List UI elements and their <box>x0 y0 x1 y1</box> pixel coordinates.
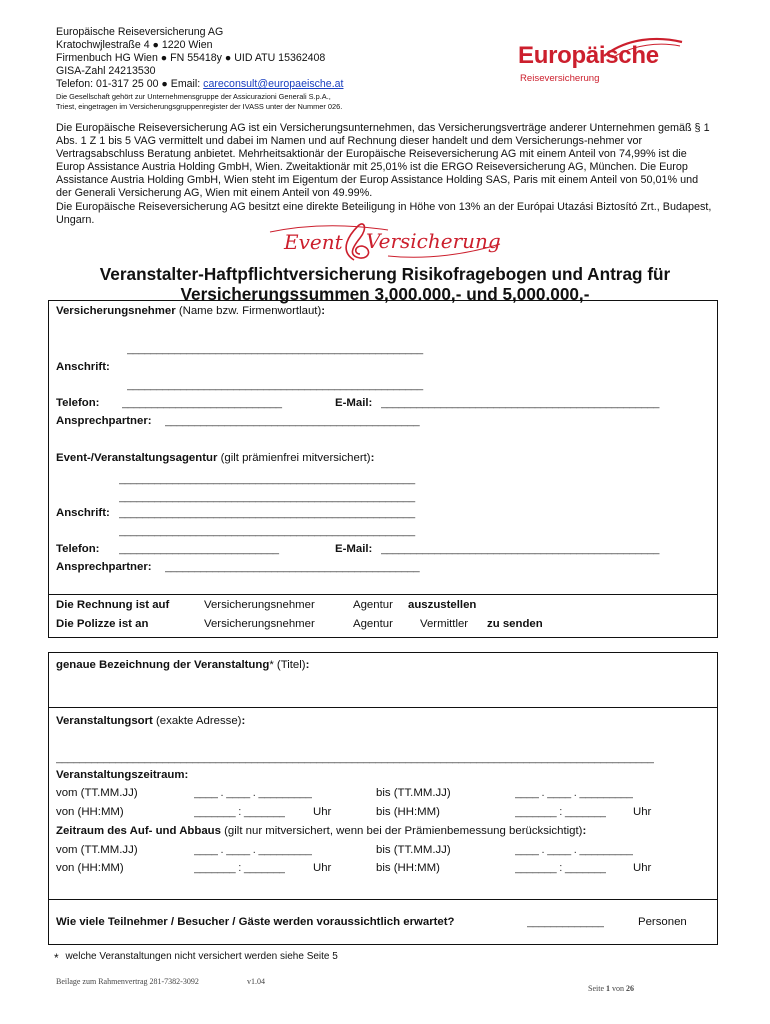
event-versicherung-logo <box>268 220 504 264</box>
intro-paragraph-2: Die Europäische Reiseversicherung AG besitzt eine direkte Beteiligung in Höhe von 13% an der Európai Utazási Biztosító Zrt., Budapest, Ungarn. <box>56 200 712 226</box>
vn-email-label: E-Mail: <box>335 397 373 409</box>
company-gisa: GISA-Zahl 24213530 <box>56 65 156 78</box>
agentur-name-field-2[interactable]: __________________________________________________ <box>119 491 415 503</box>
zeitraum-von-time-label: von (HH:MM) <box>56 806 124 818</box>
aufabbau-vom-label: vom (TT.MM.JJ) <box>56 844 138 856</box>
venue-time-section <box>48 707 718 900</box>
footnote-text: welche Veranstaltungen nicht versichert werden siehe Seite 5 <box>65 951 338 962</box>
aufabbau-bis-label: bis (TT.MM.JJ) <box>376 844 451 856</box>
participants-question: Wie viele Teilnehmer / Besucher / Gäste werden voraussichtlich erwartet? <box>56 916 455 928</box>
vn-telefon-label: Telefon: <box>56 397 100 409</box>
agentur-label: Event-/Veranstaltungsagentur (gilt prämienfrei mitversichert): <box>56 452 375 464</box>
rechnung-label: Die Rechnung ist auf <box>56 599 170 611</box>
aufabbau-vom-field[interactable]: ____ . ____ . _________ <box>194 844 312 856</box>
policyholder-section <box>48 300 718 595</box>
vn-address-field[interactable]: __________________________________________________ <box>127 379 423 391</box>
aufabbau-von-time-label: von (HH:MM) <box>56 862 124 874</box>
logo-sub: Reiseversicherung <box>520 73 600 84</box>
aufabbau-von-uhr: Uhr <box>313 862 332 874</box>
billing-section <box>48 594 718 638</box>
company-note: Die Gesellschaft gehört zur Unternehmensgruppe der Assicurazioni Generali S.p.A., Triest, eingetragen im Versicherungsgruppenregister der IVASS unter der Nummer 026. <box>56 92 343 111</box>
vn-anschrift-label: Anschrift: <box>56 361 110 373</box>
footnote <box>54 951 338 965</box>
footnote-star: * <box>54 951 59 965</box>
zeitraum-label: Veranstaltungszeitraum: <box>56 769 189 781</box>
event-logo-right: Versicherung <box>366 229 501 253</box>
logo-brand: Europäische <box>518 42 659 69</box>
vn-email-field[interactable]: _______________________________________________ <box>381 397 660 409</box>
agentur-email-field[interactable]: _______________________________________________ <box>381 543 660 555</box>
aufabbau-bis-uhr: Uhr <box>633 862 652 874</box>
polizze-suffix: zu senden <box>487 618 543 630</box>
event-title-label: genaue Bezeichnung der Veranstaltung* (Titel): <box>56 659 310 671</box>
rechnung-suffix: auszustellen <box>408 599 477 611</box>
aufabbau-bis-time-label: bis (HH:MM) <box>376 862 440 874</box>
event-logo-left: Event <box>284 230 343 254</box>
polizze-label: Die Polizze ist an <box>56 618 149 630</box>
company-contact: Telefon: 01-317 25 00 ● Email: careconsult@europaeische.at <box>56 78 344 91</box>
agentur-ansprech-label: Ansprechpartner: <box>56 561 152 573</box>
intro-paragraph-1: Die Europäische Reiseversicherung AG ist ein Versicherungsunternehmen, das Versicherungsverträge anderer Unternehmen gemäß § 1 Abs. 1 Z 1 bis 5 VAG vermittelt und dabei im Namen und auf Rechnung dieser handelt und dem Versicherungs-nehmer vor Vertragsabschluss Beratung anbietet. Mehrheitsaktionär der Europäische Reiseversicherung AG mit einem Anteil von 74,99% ist die Europ Assistance Austria Holding GmbH, Wien. Zweitaktionär mit 25,01% ist die ERGO Reiseversicherung AG, München. Die Europ Assistance Austria Holding GmbH, Wien steht im Eigentum der Europ Assistance Holding SAS, Paris mit einem Anteil von 50,01% und der Generali Versicherung AG, Wien mit einem Anteil von 49.99%. <box>56 122 710 200</box>
zeitraum-bis-uhr: Uhr <box>633 806 652 818</box>
agentur-address-field-2[interactable]: __________________________________________________ <box>119 525 415 537</box>
participants-section <box>48 899 718 945</box>
polizze-option-vn[interactable]: Versicherungsnehmer <box>204 618 315 630</box>
aufabbau-label: Zeitraum des Auf- und Abbaus (gilt nur mitversichert, wenn bei der Prämienbemessung berücksichtigt): <box>56 825 587 837</box>
vn-name-field[interactable]: __________________________________________________ <box>127 343 423 355</box>
footer-beilage: Beilage zum Rahmenvertrag 281-7382-3092 <box>56 977 199 986</box>
zeitraum-vom-label: vom (TT.MM.JJ) <box>56 787 138 799</box>
agentur-telefon-label: Telefon: <box>56 543 100 555</box>
zeitraum-vom-field[interactable]: ____ . ____ . _________ <box>194 787 312 799</box>
agentur-address-field-1[interactable]: __________________________________________________ <box>119 507 415 519</box>
rechnung-option-agentur[interactable]: Agentur <box>353 599 393 611</box>
venue-address-field[interactable]: _____________________________________________________________________________________________________ <box>56 752 654 764</box>
zeitraum-bis-field[interactable]: ____ . ____ . _________ <box>515 787 633 799</box>
polizze-option-vermittler[interactable]: Vermittler <box>420 618 469 630</box>
intro-text <box>56 122 716 227</box>
event-title-section <box>48 652 718 708</box>
europaeische-logo <box>514 36 684 92</box>
zeitraum-bis-time-field[interactable]: _______ : _______ <box>515 806 607 818</box>
agentur-email-label: E-Mail: <box>335 543 373 555</box>
agentur-name-field-1[interactable]: __________________________________________________ <box>119 473 415 485</box>
zeitraum-bis-time-label: bis (HH:MM) <box>376 806 440 818</box>
agentur-anschrift-label: Anschrift: <box>56 507 110 519</box>
zeitraum-von-uhr: Uhr <box>313 806 332 818</box>
footer-version: v1.04 <box>247 977 265 986</box>
polizze-option-agentur[interactable]: Agentur <box>353 618 393 630</box>
page-title: Veranstalter-Haftpflichtversicherung Risikofragebogen und Antrag für Versicherungssummen 3,000.000,- und 5,000.000,- <box>99 264 671 304</box>
company-register: Firmenbuch HG Wien ● FN 55418y ● UID ATU 15362408 <box>56 52 326 65</box>
agentur-phone-field[interactable]: ___________________________ <box>119 543 279 555</box>
email-link[interactable]: careconsult@europaeische.at <box>203 78 344 91</box>
vn-label: Versicherungsnehmer (Name bzw. Firmenwortlaut): <box>56 305 326 317</box>
agentur-contact-field[interactable]: ___________________________________________ <box>165 561 420 573</box>
participants-unit: Personen <box>638 916 687 928</box>
page-number: Seite 1 von 26 <box>588 984 634 993</box>
participants-field[interactable]: _____________ <box>527 916 604 928</box>
zeitraum-von-time-field[interactable]: _______ : _______ <box>194 806 286 818</box>
company-name: Europäische Reiseversicherung AG <box>56 26 224 38</box>
vn-ansprech-label: Ansprechpartner: <box>56 415 152 427</box>
vn-phone-field[interactable]: ___________________________ <box>122 397 282 409</box>
zeitraum-bis-label: bis (TT.MM.JJ) <box>376 787 451 799</box>
aufabbau-bis-field[interactable]: ____ . ____ . _________ <box>515 844 633 856</box>
venue-label: Veranstaltungsort (exakte Adresse): <box>56 715 246 727</box>
aufabbau-bis-time-field[interactable]: _______ : _______ <box>515 862 607 874</box>
rechnung-option-vn[interactable]: Versicherungsnehmer <box>204 599 315 611</box>
company-address: Kratochwjlestraße 4 ● 1220 Wien <box>56 39 213 52</box>
aufabbau-von-time-field[interactable]: _______ : _______ <box>194 862 286 874</box>
vn-contact-field[interactable]: ___________________________________________ <box>165 415 420 427</box>
company-header <box>56 26 343 91</box>
